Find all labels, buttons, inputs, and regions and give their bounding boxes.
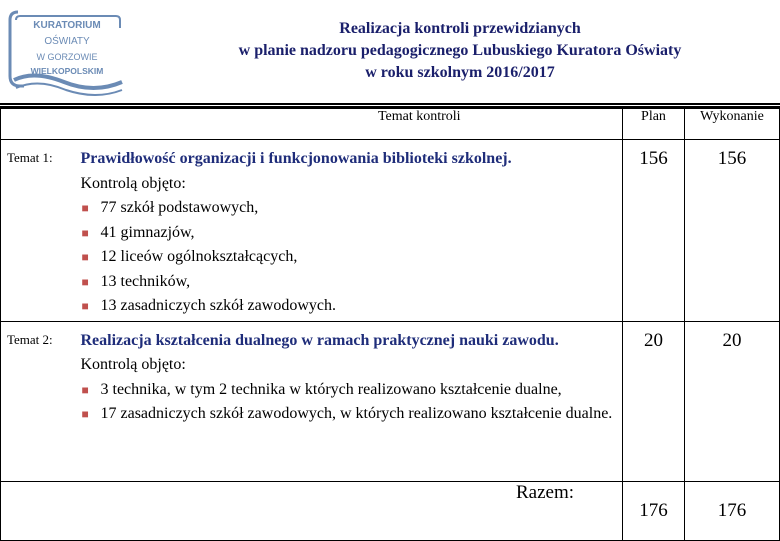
total-row [1, 481, 780, 540]
inspection-table [0, 108, 780, 541]
topic-title: Realizacja kształcenia dualnego w ramach praktycznej nauki zawodu. [80, 331, 559, 349]
list-item: ■ 3 technika, w tym 2 technika w których realizowano kształcenie dualne, [81, 378, 617, 403]
topic-title: Prawidłowość organizacji i funkcjonowania biblioteki szkolnej. [80, 150, 512, 167]
topic-label: Temat 1: [1, 140, 77, 322]
title-line-1: Realizacja kontroli przewidzianych [339, 20, 581, 37]
square-bullet-icon: ■ [81, 407, 89, 421]
topic-intro: Kontrolą objęto: [80, 174, 186, 192]
square-bullet-icon: ■ [81, 299, 89, 313]
square-bullet-icon: ■ [81, 225, 89, 240]
total-label: Razem: [1, 481, 623, 540]
topic-list [81, 378, 617, 427]
list-item: ■ 12 liceów ogólnokształcących, [81, 245, 617, 270]
square-bullet-icon: ■ [81, 201, 89, 215]
svg-text:KURATORIUM: KURATORIUM [33, 20, 101, 31]
title-line-2: w planie nadzoru pedagogicznego Lubuskiego Kuratora Oświaty [238, 42, 682, 59]
table-row [1, 140, 780, 322]
topic-body [77, 140, 623, 322]
header-plan: Plan [623, 109, 685, 140]
square-bullet-icon: ■ [81, 274, 89, 289]
total-plan: 176 [623, 481, 685, 540]
kuratorium-logo [4, 6, 128, 96]
done-value: 156 [685, 140, 780, 322]
total-done: 176 [685, 481, 780, 540]
table-row [1, 321, 780, 481]
svg-text:W GORZOWIE: W GORZOWIE [36, 52, 98, 62]
page-title [130, 18, 780, 84]
done-value: 20 [685, 321, 780, 481]
topic-label: Temat 2: [1, 321, 77, 481]
header-topic: Temat kontroli [77, 109, 623, 140]
table-header-row [1, 109, 780, 140]
header-done: Wykonanie [685, 109, 780, 140]
book-logo-icon [4, 6, 128, 96]
svg-text:WIELKOPOLSKIM: WIELKOPOLSKIM [30, 66, 104, 76]
title-line-3: w roku szkolnym 2016/2017 [365, 64, 555, 81]
list-item: ■ 13 techników, [81, 270, 617, 295]
plan-value: 156 [623, 140, 685, 322]
plan-value: 20 [623, 321, 685, 481]
square-bullet-icon: ■ [81, 382, 89, 397]
list-item: ■ 77 szkół podstawowych, [81, 196, 617, 221]
list-item: ■ 17 zasadniczych szkół zawodowych, w których realizowano kształcenie dualne. [81, 402, 617, 427]
list-item: ■ 13 zasadniczych szkół zawodowych. [81, 294, 617, 319]
list-item: ■ 41 gimnazjów, [81, 221, 617, 246]
square-bullet-icon: ■ [81, 250, 89, 264]
topic-intro: Kontrolą objęto: [80, 356, 186, 373]
svg-text:OŚWIATY: OŚWIATY [44, 36, 90, 47]
topic-list [81, 196, 617, 319]
topic-body [77, 321, 623, 481]
